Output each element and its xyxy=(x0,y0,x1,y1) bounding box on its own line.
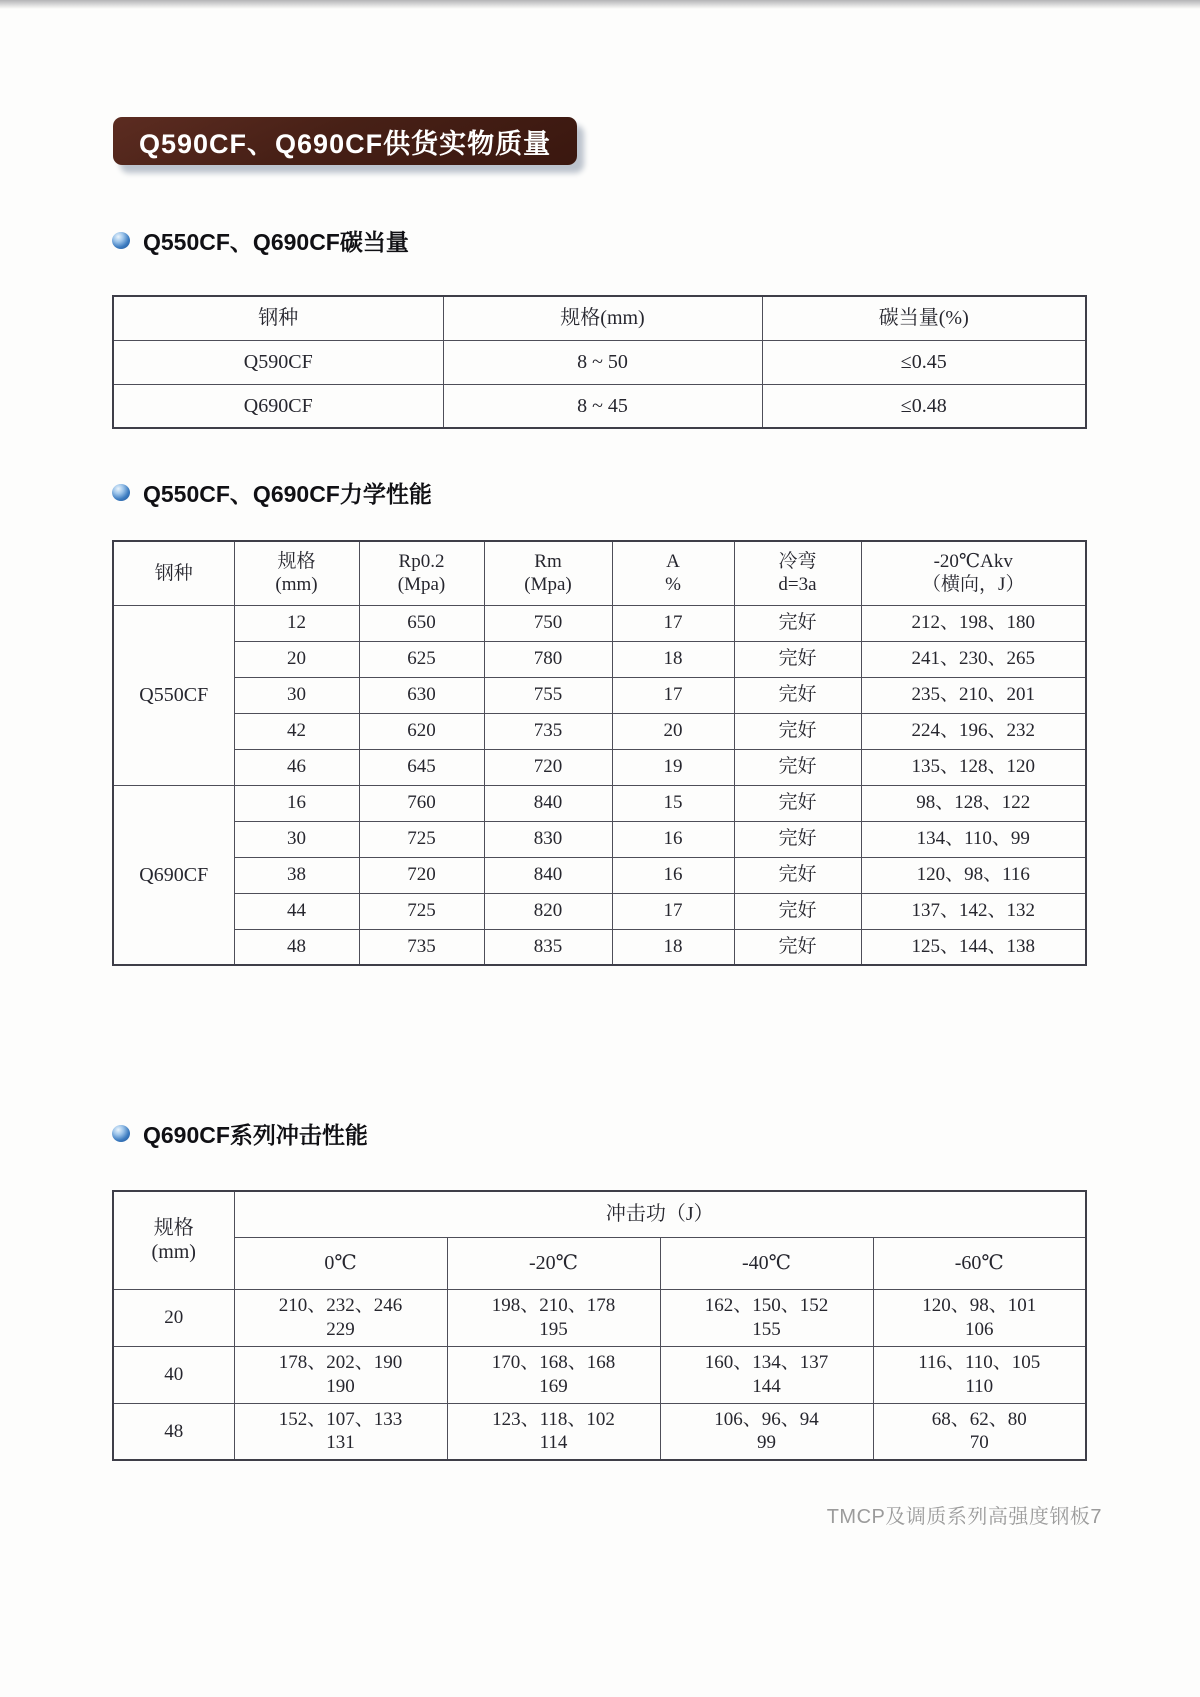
cell-a: 19 xyxy=(612,749,734,785)
cell-bend: 完好 xyxy=(734,857,861,893)
table-row xyxy=(113,857,1086,893)
cell-akv: 224、196、232 xyxy=(861,713,1086,749)
mechanical-properties-table xyxy=(112,540,1087,966)
cell-bend: 完好 xyxy=(734,677,861,713)
cell-bend: 完好 xyxy=(734,641,861,677)
header-cell-ceq: 碳当量(%) xyxy=(762,296,1086,340)
cell-akv: 125、144、138 xyxy=(861,929,1086,965)
cell-a: 17 xyxy=(612,605,734,641)
header-cell-spec xyxy=(113,1191,234,1289)
table-row xyxy=(113,785,1086,821)
table-row xyxy=(113,605,1086,641)
cell-a: 20 xyxy=(612,713,734,749)
value-line: 170、168、168 xyxy=(491,1352,616,1374)
cell-spec: 8 ~ 50 xyxy=(443,340,762,384)
header-cell-rm xyxy=(484,541,612,605)
table-row xyxy=(113,821,1086,857)
header-line: % xyxy=(665,574,681,596)
cell-rm: 720 xyxy=(484,749,612,785)
cell-bend: 完好 xyxy=(734,713,861,749)
cell-rp: 620 xyxy=(359,713,484,749)
cell-rp: 625 xyxy=(359,641,484,677)
header-cell-elongation xyxy=(612,541,734,605)
cell-spec: 42 xyxy=(234,713,359,749)
cell-rm: 820 xyxy=(484,893,612,929)
table-row xyxy=(113,713,1086,749)
cell-spec: 48 xyxy=(234,929,359,965)
cell-spec: 40 xyxy=(113,1346,234,1403)
cell-akv: 120、98、116 xyxy=(861,857,1086,893)
cell-minus60c xyxy=(873,1346,1086,1403)
table-row xyxy=(113,1289,1086,1346)
cell-spec: 38 xyxy=(234,857,359,893)
value-line: 162、150、152 xyxy=(704,1295,829,1317)
section-heading-text: Q550CF、Q690CF力学性能 xyxy=(143,481,432,507)
table-row xyxy=(113,749,1086,785)
value-line: 229 xyxy=(326,1318,355,1340)
cell-minus40c xyxy=(660,1346,873,1403)
section-heading-mechanical xyxy=(112,476,432,509)
header-line: (Mpa) xyxy=(524,574,572,596)
cell-minus20c xyxy=(447,1346,660,1403)
value-line: 120、98、101 xyxy=(922,1295,1037,1317)
value-line: 198、210、178 xyxy=(491,1295,616,1317)
value-line: 106 xyxy=(965,1318,994,1340)
value-line: 190 xyxy=(326,1375,355,1397)
cell-rm: 780 xyxy=(484,641,612,677)
header-cell-minus40c: -40℃ xyxy=(660,1237,873,1289)
cell-minus20c xyxy=(447,1289,660,1346)
cell-bend: 完好 xyxy=(734,893,861,929)
cell-rp: 630 xyxy=(359,677,484,713)
table-row xyxy=(113,677,1086,713)
title-banner xyxy=(113,117,577,165)
cell-a: 17 xyxy=(612,893,734,929)
cell-rm: 755 xyxy=(484,677,612,713)
value-line: 106、96、94 xyxy=(714,1409,819,1431)
cell-bend: 完好 xyxy=(734,605,861,641)
cell-minus40c xyxy=(660,1403,873,1460)
value-line: 116、110、105 xyxy=(918,1352,1041,1374)
table-row xyxy=(113,384,1086,428)
cell-rm: 835 xyxy=(484,929,612,965)
cell-spec: 20 xyxy=(113,1289,234,1346)
blue-sphere-bullet-icon xyxy=(112,232,130,249)
header-line: Rm xyxy=(534,551,562,573)
page-title: Q590CF、Q690CF供货实物质量 xyxy=(139,128,552,159)
table-header-row xyxy=(113,541,1086,605)
cell-0c xyxy=(234,1289,447,1346)
cell-rp: 725 xyxy=(359,893,484,929)
value-line: 110 xyxy=(965,1375,994,1397)
table-row xyxy=(113,641,1086,677)
cell-spec: 8 ~ 45 xyxy=(443,384,762,428)
value-line: 152、107、133 xyxy=(278,1409,403,1431)
header-line: d=3a xyxy=(778,574,817,596)
impact-energy-table xyxy=(112,1190,1087,1461)
header-line: 规格 xyxy=(277,551,316,573)
section-heading-text: Q690CF系列冲击性能 xyxy=(143,1122,368,1148)
value-line: 144 xyxy=(752,1375,781,1397)
cell-minus60c xyxy=(873,1403,1086,1460)
cell-spec: 16 xyxy=(234,785,359,821)
table-row xyxy=(113,340,1086,384)
table-header-row xyxy=(113,1191,1086,1237)
group-cell-q690cf: Q690CF xyxy=(113,785,234,965)
table-row xyxy=(113,893,1086,929)
cell-rm: 840 xyxy=(484,785,612,821)
section-heading-carbon xyxy=(112,224,409,257)
blue-sphere-bullet-icon xyxy=(112,1125,130,1142)
header-cell-steel: 钢种 xyxy=(113,541,234,605)
header-line: (Mpa) xyxy=(397,574,446,596)
header-line: -20℃Akv xyxy=(933,551,1013,573)
cell-bend: 完好 xyxy=(734,821,861,857)
value-line: 131 xyxy=(326,1432,355,1454)
value-line: 169 xyxy=(539,1375,568,1397)
cell-0c xyxy=(234,1403,447,1460)
value-line: 160、134、137 xyxy=(704,1352,829,1374)
table-header-row xyxy=(113,1237,1086,1289)
cell-0c xyxy=(234,1346,447,1403)
value-line: 178、202、190 xyxy=(278,1352,403,1374)
cell-ceq: ≤0.48 xyxy=(762,384,1086,428)
section-heading-text: Q550CF、Q690CF碳当量 xyxy=(143,229,409,255)
cell-akv: 212、198、180 xyxy=(861,605,1086,641)
cell-spec: 48 xyxy=(113,1403,234,1460)
value-line: 70 xyxy=(969,1432,989,1454)
header-line: （横向，J） xyxy=(922,574,1025,596)
value-line: 155 xyxy=(752,1318,781,1340)
cell-rp: 650 xyxy=(359,605,484,641)
header-cell-akv xyxy=(861,541,1086,605)
cell-rp: 760 xyxy=(359,785,484,821)
cell-a: 15 xyxy=(612,785,734,821)
cell-akv: 241、230、265 xyxy=(861,641,1086,677)
cell-akv: 235、210、201 xyxy=(861,677,1086,713)
cell-spec: 44 xyxy=(234,893,359,929)
cell-rp: 735 xyxy=(359,929,484,965)
cell-spec: 30 xyxy=(234,677,359,713)
value-line: 195 xyxy=(539,1318,568,1340)
cell-ceq: ≤0.45 xyxy=(762,340,1086,384)
cell-spec: 30 xyxy=(234,821,359,857)
cell-bend: 完好 xyxy=(734,929,861,965)
header-line: 冷弯 xyxy=(778,551,817,573)
cell-a: 16 xyxy=(612,821,734,857)
cell-rp: 645 xyxy=(359,749,484,785)
header-line: 规格 xyxy=(153,1216,194,1239)
cell-rm: 735 xyxy=(484,713,612,749)
cell-akv: 134、110、99 xyxy=(861,821,1086,857)
cell-akv: 98、128、122 xyxy=(861,785,1086,821)
header-line: (mm) xyxy=(151,1241,196,1264)
page-footer: TMCP及调质系列高强度钢板7 xyxy=(826,1506,1102,1528)
cell-steel: Q590CF xyxy=(113,340,443,384)
header-cell-0c: 0℃ xyxy=(234,1237,447,1289)
header-line: Rp0.2 xyxy=(398,551,445,573)
cell-minus20c xyxy=(447,1403,660,1460)
value-line: 123、118、102 xyxy=(492,1409,615,1431)
cell-rp: 725 xyxy=(359,821,484,857)
header-cell-spec xyxy=(234,541,359,605)
header-line: (mm) xyxy=(275,574,318,596)
table-row xyxy=(113,929,1086,965)
cell-steel: Q690CF xyxy=(113,384,443,428)
cell-rp: 720 xyxy=(359,857,484,893)
header-cell-impact-energy: 冲击功（J） xyxy=(234,1191,1086,1237)
value-line: 68、62、80 xyxy=(931,1409,1027,1431)
section-heading-impact xyxy=(112,1117,368,1150)
cell-minus60c xyxy=(873,1289,1086,1346)
value-line: 114 xyxy=(539,1432,568,1454)
cell-a: 18 xyxy=(612,641,734,677)
cell-rm: 830 xyxy=(484,821,612,857)
header-cell-steel: 钢种 xyxy=(113,296,443,340)
cell-minus40c xyxy=(660,1289,873,1346)
header-cell-coldbend xyxy=(734,541,861,605)
value-line: 99 xyxy=(757,1432,776,1454)
table-row xyxy=(113,1346,1086,1403)
cell-akv: 137、142、132 xyxy=(861,893,1086,929)
cell-bend: 完好 xyxy=(734,785,861,821)
cell-spec: 12 xyxy=(234,605,359,641)
cell-a: 18 xyxy=(612,929,734,965)
cell-spec: 20 xyxy=(234,641,359,677)
table-row xyxy=(113,1403,1086,1460)
cell-rm: 750 xyxy=(484,605,612,641)
header-cell-minus60c: -60℃ xyxy=(873,1237,1086,1289)
cell-akv: 135、128、120 xyxy=(861,749,1086,785)
carbon-equivalent-table xyxy=(112,295,1087,429)
cell-spec: 46 xyxy=(234,749,359,785)
cell-rm: 840 xyxy=(484,857,612,893)
blue-sphere-bullet-icon xyxy=(112,484,130,501)
cell-a: 16 xyxy=(612,857,734,893)
value-line: 210、232、246 xyxy=(278,1295,403,1317)
cell-bend: 完好 xyxy=(734,749,861,785)
header-cell-spec: 规格(mm) xyxy=(443,296,762,340)
scan-edge-shading xyxy=(0,0,1200,9)
header-line: A xyxy=(666,551,680,573)
header-cell-rp02 xyxy=(359,541,484,605)
table-header-row xyxy=(113,296,1086,340)
cell-a: 17 xyxy=(612,677,734,713)
group-cell-q550cf: Q550CF xyxy=(113,605,234,785)
header-cell-minus20c: -20℃ xyxy=(447,1237,660,1289)
